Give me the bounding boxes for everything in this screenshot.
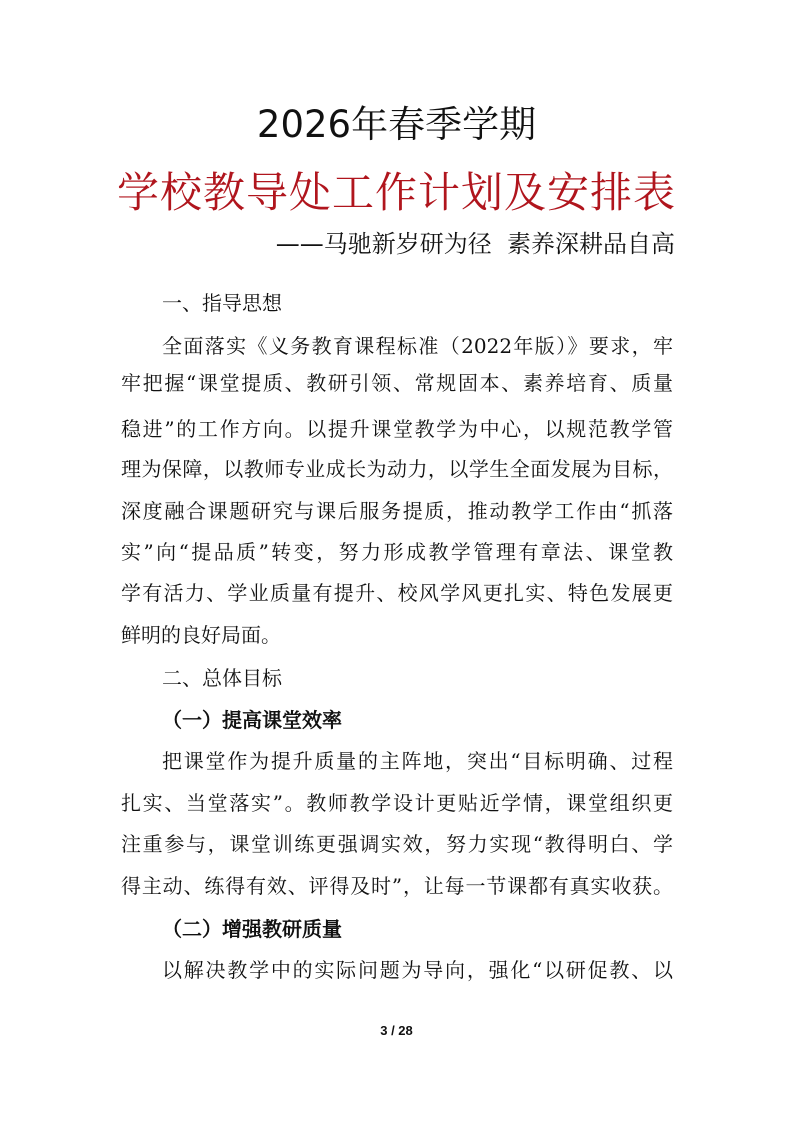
paragraph-line: 理为保障，以教师专业成长为动力，以学生全面发展为目标， (121, 457, 673, 481)
paragraph-line: 注重参与，课堂训练更强调实效，努力实现“教得明白、学 (121, 832, 673, 856)
paragraph-line: 鲜明的良好局面。 (121, 623, 281, 647)
paragraph-line: 得主动、练得有效、评得及时”，让每一节课都有真实收获。 (121, 874, 673, 898)
paragraph-line: 实”向“提品质”转变，努力形成教学管理有章法、课堂教 (121, 540, 673, 564)
document-title-line1: 2026年春季学期 (256, 103, 537, 146)
paragraph-line: 稳进”的工作方向。以提升课堂教学为中心，以规范教学管 (121, 417, 673, 441)
section-heading-guiding-ideology: 一、指导思想 (162, 291, 282, 315)
page-number: 3 / 28 (380, 1023, 413, 1038)
paragraph-line: 以解决教学中的实际问题为导向，强化“以研促教、以 (162, 958, 673, 982)
document-subtitle: ——马驰新岁研为径 素养深耕品自高 (275, 230, 675, 258)
subsection-heading-teaching-research: （二）增强教研质量 (162, 917, 342, 941)
paragraph-line: 扎实、当堂落实”。教师教学设计更贴近学情，课堂组织更 (121, 791, 673, 815)
paragraph-line: 全面落实《义务教育课程标准（2022年版）》要求，牢 (162, 334, 673, 358)
paragraph-line: 深度融合课题研究与课后服务提质，推动教学工作由“抓落 (121, 499, 673, 523)
paragraph-line: 学有活力、学业质量有提升、校风学风更扎实、特色发展更 (121, 581, 673, 605)
section-heading-overall-goals: 二、总体目标 (162, 666, 282, 690)
paragraph-line: 牢把握“课堂提质、教研引领、常规固本、素养培育、质量 (121, 371, 673, 395)
paragraph-line: 把课堂作为提升质量的主阵地，突出“目标明确、过程 (162, 749, 673, 773)
document-title-line2: 学校教导处工作计划及安排表 (116, 168, 676, 217)
subsection-heading-classroom-efficiency: （一）提高课堂效率 (162, 708, 342, 732)
